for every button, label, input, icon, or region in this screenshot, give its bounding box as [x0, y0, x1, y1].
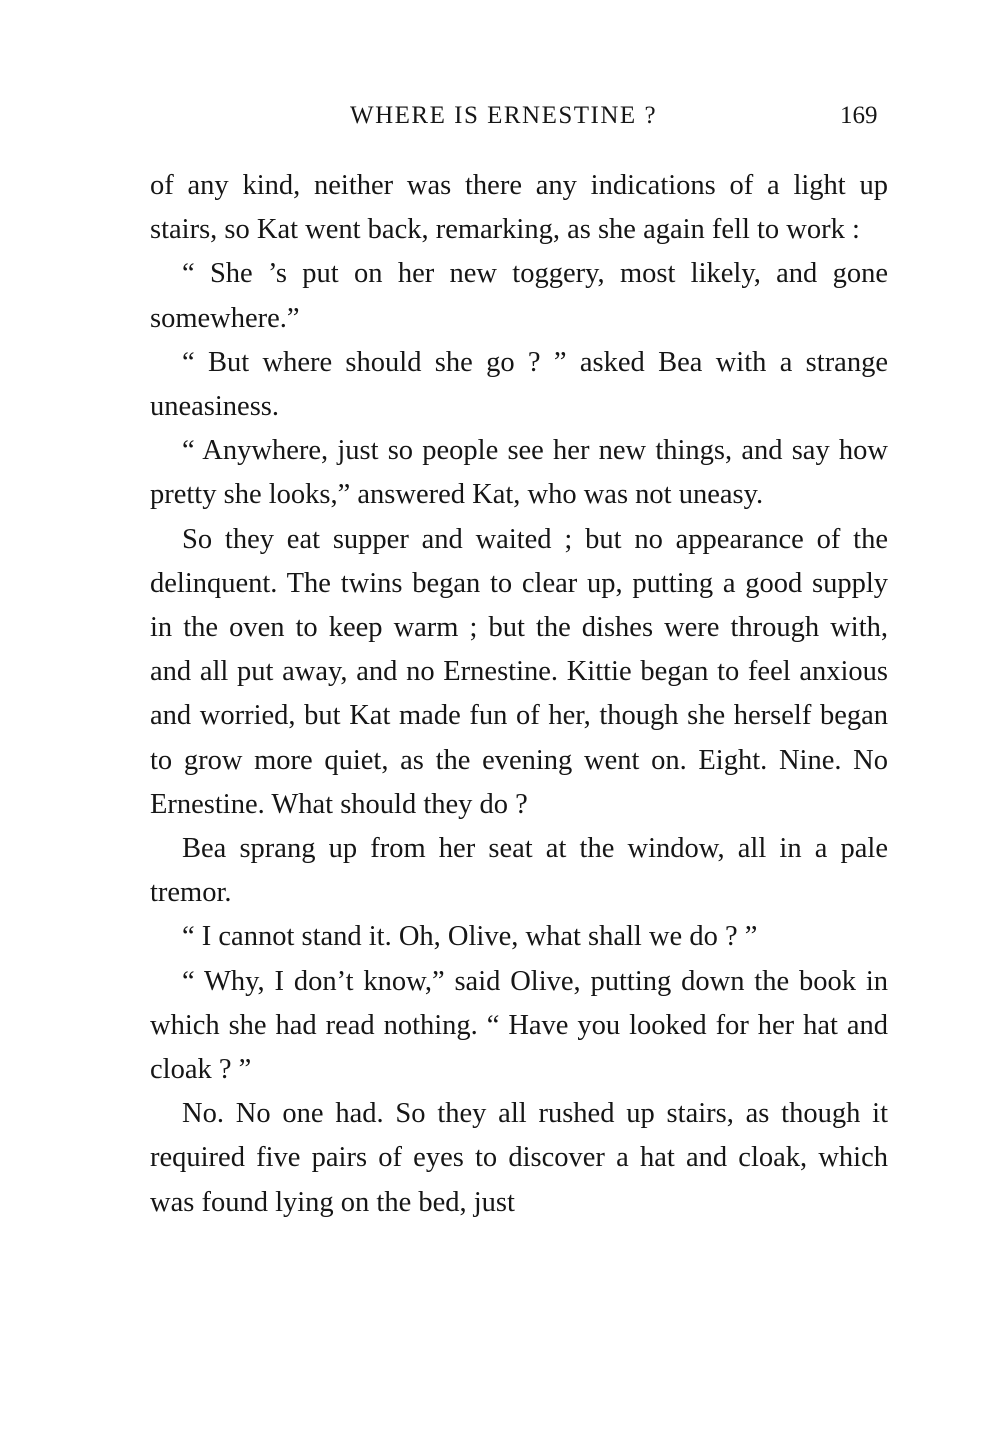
paragraph: Bea sprang up from her seat at the window, all in a pale tremor. — [150, 833, 888, 909]
page-header — [0, 100, 1000, 140]
page-number: 169 — [840, 102, 878, 129]
paragraph: “ She ’s put on her new toggery, most likely, and gone somewhere.” — [150, 258, 888, 334]
body-text — [150, 164, 888, 1225]
paragraph: “ Anywhere, just so people see her new things, and say how pretty she looks,” answered Kat, who was not uneasy. — [150, 435, 888, 511]
paragraph: of any kind, neither was there any indications of a light up stairs, so Kat went back, remarking, as she again fell to work : — [150, 170, 888, 246]
paragraph: So they eat supper and waited ; but no appearance of the delinquent. The twins began to clear up, putting a good supply in the oven to keep warm ; but the dishes were through with, and all put away, and no Ernestine. Kittie began to feel anxious and worried, but Kat made fun of her, though she herself began to grow more quiet, as the evening went on. Eight. Nine. No Ernestine. What should they do ? — [150, 523, 888, 820]
running-head: WHERE IS ERNESTINE ? — [350, 102, 658, 129]
paragraph: “ Why, I don’t know,” said Olive, putting down the book in which she had read nothing. “ Have you looked for her hat and cloak ? ” — [150, 965, 888, 1086]
paragraph: No. No one had. So they all rushed up stairs, as though it required five pairs of eyes to discover a hat and cloak, which was found lying on the bed, just — [150, 1098, 888, 1218]
paragraph: “ I cannot stand it. Oh, Olive, what shall we do ? ” — [182, 921, 758, 953]
paragraph: “ But where should she go ? ” asked Bea with a strange uneasiness. — [150, 346, 888, 423]
